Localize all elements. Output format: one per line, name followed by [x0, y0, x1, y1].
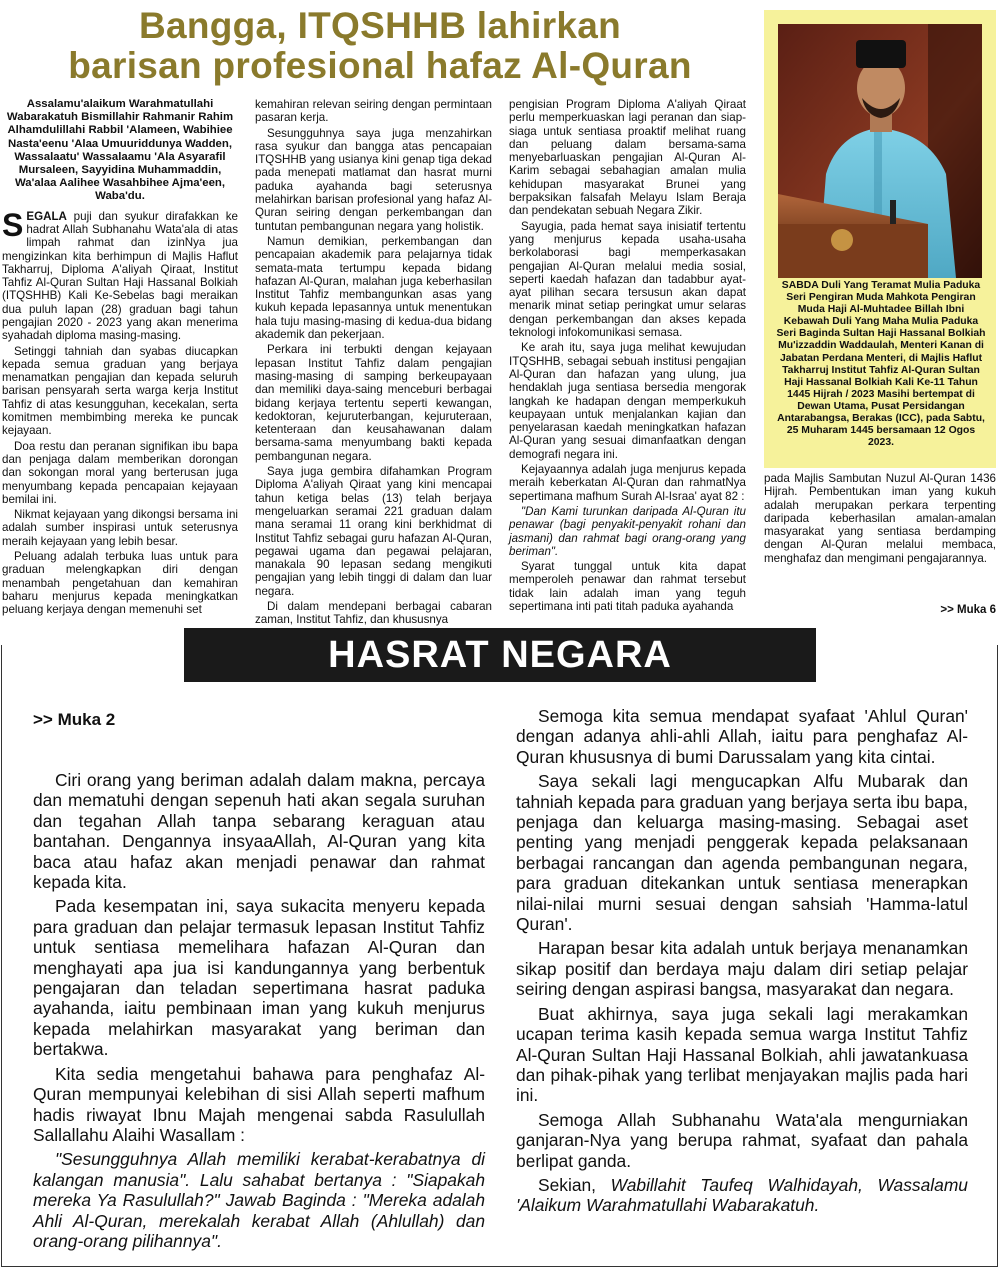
article-column-2 [255, 98, 492, 629]
dropcap: S [2, 206, 24, 243]
dropcap-word: EGALA [26, 209, 67, 223]
article-paragraph: Di dalam mendepani berbagai cabaran zaman, Institut Tahfiz, dan khususnya [255, 599, 492, 627]
speaker-photo-illustration [778, 24, 982, 278]
hasrat-paragraph: Pada kesempatan ini, saya sukacita menyeru kepada para graduan dan pelajar termasuk lepasan Institut Tahfiz untuk sentiasa memelihara hafazan Al-Quran dan menghayati apa jua isi kandungannya yang berbentuk pengajaran dan teladan sepertimana hasrat paduka ayahanda, iaitu pembinaan iman yang kukuh menjurus kepada melahirkan masyarakat yang beriman dan bertakwa. [33, 896, 485, 1060]
closing-salutation: Wabillahit Taufeq Walhidayah, Wassalamu 'Alaikum Warahmatullahi Wabarakatuh. [516, 1174, 968, 1216]
quran-quote: "Dan Kami turunkan daripada Al-Quran itu penawar (bagi penyakit-penyakit rohani dan jasmani) dan rahmat bagi orang-orang yang beriman". [509, 504, 746, 558]
section-banner: HASRAT NEGARA [184, 628, 816, 682]
speaker-photo [778, 24, 982, 278]
article-column-3 [509, 98, 746, 615]
hasrat-column-2 [516, 706, 968, 1220]
continued-from-page-label: >> Muka 2 [33, 710, 116, 729]
article-paragraph: Syarat tunggal untuk kita dapat memperoleh penawar dan rahmat tersebut tidak lain adalah iman yang teguh sepertimana inti pati titah paduka ayahanda [509, 560, 746, 613]
article-paragraph [2, 206, 238, 343]
article-paragraph: Sesungguhnya saya juga menzahirkan rasa syukur dan bangga atas pencapaian ITQSHHB yang usianya kini genap tiga dekad pada menepati matlamat dan hasrat murni paduka ayahanda bagi seterusnya melahirkan barisan profesional yang hafaz Al-Quran seiring dengan perkembangan dan tuntutan pembangunan negara yang holistik. [255, 126, 492, 233]
article-column-4 [764, 472, 996, 567]
article-column-1 [2, 98, 238, 619]
hasrat-paragraph: Saya sekali lagi mengucapkan Alfu Mubarak dan tahniah kepada para graduan yang berjaya serta ibu bapa, penjaga dan keluarga masing-masing. Sebagai aset penting yang menjadi penggerak kepada pelaksanaan berbagai rancangan dan agenda pembangunan negara, para graduan ditekankan untuk sentiasa menerapkan nilai-nilai murni sesuai dengan sahsiah 'Hamma-latul Quran'. [516, 771, 968, 935]
greeting: Assalamu'alaikum Warahmatullahi Wabarakatuh Bismillahir Rahmanir Rahim Alhamdulillahi Rabbil 'Alameen, Wabihiee Nasta'eenu 'Alaa Umuuriddunya Wadden, Wassalaatu' Wassalaamu 'Ala Asyarafil Mursaleen, Sayyidina Muhammaddin, Wa'alaa Aalihee Wasahbihee Ajma'een, Waba'du. [6, 98, 234, 203]
hasrat-paragraph: Semoga kita semua mendapat syafaat 'Ahlul Quran' dengan adanya ahli-ahli Allah, iaitu para penghafaz Al-Quran khususnya di bumi Darussalam yang kita cintai. [516, 706, 968, 767]
article-paragraph: Nikmat kejayaan yang dikongsi bersama ini adalah sumber inspirasi untuk seterusnya meraih kejayaan yang lebih besar. [2, 508, 238, 548]
article-paragraph: Ke arah itu, saya juga melihat kewujudan ITQSHHB, sebagai sebuah institusi pengajian Al-Quran dan hafazan yang ulung, jua hendaklah juga sentiasa bersedia mengorak langkah ke hadapan dengan memperkukuh keupayaan untuk menjalankan kajian dan penyelarasan kaedah meningkatkan hafazan Al-Quran yang sesuai dimanfaatkan dengan demografi negara ini. [509, 341, 746, 461]
hasrat-paragraph: Kita sedia mengetahui bahawa para penghafaz Al-Quran mempunyai kelebihan di sisi Allah seperti mafhum hadis riwayat Ibnu Majah mengenai sabda Rasulullah Sallallahu Alaihi Wasallam : [33, 1063, 485, 1145]
photo-caption: SABDA Duli Yang Teramat Mulia Paduka Seri Pengiran Muda Mahkota Pengiran Muda Haji Al-Muhtadee Billah Ibni Kebawah Duli Yang Maha Mulia Paduka Seri Baginda Sultan Haji Hassanal Bolkiah Mu'izzaddin Waddaulah, Menteri Kanan di Jabatan Perdana Menteri, di Majlis Haflut Takharruj Institut Tahfiz Al-Quran Sultan Haji Hassanal Bolkiah Kali Ke-11 Tahun 1445 Hijrah / 2023 Masihi bertempat di Dewan Utama, Pusat Persidangan Antarabangsa, Berakas (ICC), pada Sabtu, 25 Muharam 1445 bersamaan 12 Ogos 2023. [776, 280, 986, 449]
headline-line-2: barisan profesional hafaz Al-Quran [68, 45, 692, 86]
article-paragraph: Peluang adalah terbuka luas untuk para graduan melengkapkan diri dengan menambah pengetahuan dan kemahiran baharu menjurus kepada meningkatkan peluang kerjaya dengan memenuhi set [2, 550, 238, 617]
closing-paragraph [516, 1175, 968, 1216]
article-paragraph: Doa restu dan peranan signifikan ibu bapa dan penjaga dalam memberikan dorongan dan sokongan moral yang berterusan juga menyumbang kepada pencapaian kejayaan bemilai ini. [2, 439, 238, 506]
hasrat-column-1 [33, 770, 485, 1255]
article-paragraph: kemahiran relevan seiring dengan permintaan pasaran kerja. [255, 98, 492, 125]
paragraph-text: puji dan syukur dirafakkan ke hadrat Allah Subhanahu Wata'ala di atas limpah rahmat dan izinNya jua mengizinkan kita berhimpun di Majlis Haflut Takharruj, Diploma A'aliyah Qiraat, Institut Tahfiz Al-Quran Sultan Haji Hassanal Bolkiah (ITQSHHB) Kali Ke-Sebelas bagi meraikan dua puluh lapan (28) graduan bagi tahun pengajian 2020 - 2023 yang akan menerima syahadah diploma masing-masing. [2, 209, 238, 343]
hadith-quote: "Sesungguhnya Allah memiliki kerabat-kerabatnya di kalangan manusia". Lalu sahabat bertanya : "Siapakah mereka Ya Rasulullah?" Jawab Baginda : "Mereka adalah Ahli Al-Quran, merekalah kerabat Allah (Ahlullah) dan orang-orang pilihannya". [33, 1149, 485, 1251]
article-paragraph: Saya juga gembira difahamkan Program Diploma A'aliyah Qiraat yang kini mencapai tahun ketiga belas (13) telah berjaya mengeluarkan seramai 221 graduan dalam mana seramai 11 orang kini berkhidmat di Institut Tahfiz sebagai guru hafazan Al-Quran, pegawai ugama dan pegawai pelajaran, manakala 90 lepasan sedang mengikuti pengajian yang lebih tinggi di dalam dan luar negara. [255, 465, 492, 598]
headline [0, 6, 760, 86]
hasrat-paragraph: Buat akhirnya, saya juga sekali lagi merakamkan ucapan terima kasih kepada semua warga Institut Tahfiz Al-Quran Sultan Haji Hassanal Bolkiah, ahli jawatankuasa dan pihak-pihak yang terlibat menjayakan majlis pada hari ini. [516, 1003, 968, 1106]
article-paragraph: pada Majlis Sambutan Nuzul Al-Quran 1436 Hijrah. Pembentukan iman yang kukuh adalah merupakan perkara terpenting daripada keberhasilan amalan-amalan masyarakat yang sentiasa berdamping dengan Al-Quran melalui membaca, menghafaz dan mengimani pengajarannya. [764, 472, 996, 565]
sekian-word: Sekian, [538, 1174, 597, 1195]
hasrat-paragraph: Harapan besar kita adalah untuk berjaya menanamkan sikap positif dan berdaya maju dalam diri setiap pelajar seiring dengan aspirasi bangsa, masyarakat dan negara. [516, 938, 968, 1000]
article-paragraph: Kejayaannya adalah juga menjurus kepada meraih keberkatan Al-Quran dan rahmatNya sepertimana mafhum Surah Al-Israa' ayat 82 : [509, 463, 746, 503]
hasrat-paragraph: Ciri orang yang beriman adalah dalam makna, percaya dan mematuhi dengan sepenuh hati akan segala suruhan dan tegahan Allah tanpa sebarang keraguan atau bantahan. Dengannya insyaaAllah, Al-Quran yang kita baca atau hafaz akan menjadi penawar dan rahmat kepada kita. [33, 770, 485, 893]
continued-on-page-link[interactable]: >> Muka 6 [940, 604, 996, 616]
article-paragraph: Perkara ini terbukti dengan kejayaan lepasan Institut Tahfiz dalam pengajian masing-masing di samping berkeupayaan dan memiliki daya-saing menceburi berbagai bidang kerjaya tertentu seperti kewangan, kedoktoran, kejuruterbangan, kejuruteraan, ketenteraan dan keusahawanan dalam bersama-sama menyumbang bakti kepada pembangunan negara. [255, 343, 492, 463]
photo-caption-box [764, 10, 996, 468]
article-paragraph: Sayugia, pada hemat saya inisiatif tertentu yang menjurus kepada usaha-usaha berkolaborasi bagi memperkasakan pengajian Al-Quran melalui media sosial, seperti kaedah hafazan dan tadabbur ayat-ayat pilihan secara tersusun akan dapat menarik minat setiap peringkat umur selaras dengan perkembangan dan akses kepada teknologi infokomunikasi semasa. [509, 219, 746, 340]
headline-line-1: Bangga, ITQSHHB lahirkan [138, 5, 622, 46]
article-paragraph: Setinggi tahniah dan syabas diucapkan kepada semua graduan yang berjaya menamatkan pengajian dan kepada seluruh barisan pensyarah serta warga kerja Institut Tahfiz di atas kesungguhan, kecekalan, serta komitmen membimbing mereka ke puncak kejayaan. [2, 344, 238, 438]
article-paragraph: pengisian Program Diploma A'aliyah Qiraat perlu memperkuaskan lagi peranan dan siap-siaga untuk sentiasa proaktif melihat ruang dan peluang dalam bersama-sama menyebarluaskan pengajian Al-Quran Al-Karim sebagai sebahagian amalan mulia kehidupan masyarakat Brunei yang berpaksikan falsafah Melayu Islam Beraja dan pendekatan sebuah Negara Zikir. [509, 98, 746, 218]
article-paragraph: Namun demikian, perkembangan dan pencapaian akademik para pelajarnya tidak semata-mata tertumpu kepada bidang hafazan Al-Quran, malahan juga keberhasilan Institut Tahfiz membangunkan asas yang kukuh kepada lepasannya untuk menentukan hala tuju masing-masing di kedua-dua bidang akademik dan pekerjaan. [255, 234, 492, 342]
hasrat-paragraph: Semoga Allah Subhanahu Wata'ala mengurniakan ganjaran-Nya yang berupa rahmat, syafaat dan pahala berlipat ganda. [516, 1109, 968, 1171]
